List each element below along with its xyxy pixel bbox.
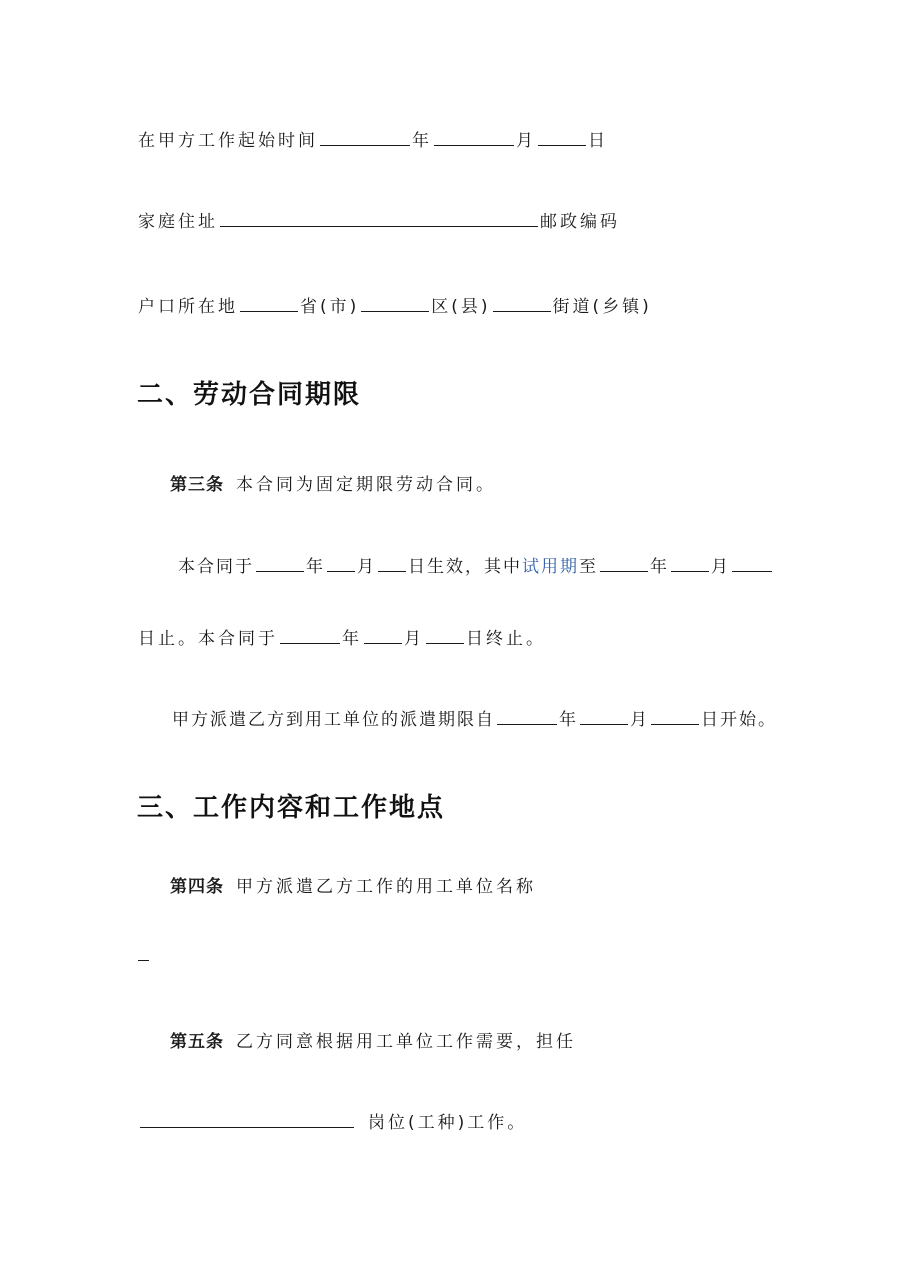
- dispatch-line: [172, 705, 777, 730]
- home-address-line: [138, 207, 620, 232]
- start-day-blank: [538, 131, 586, 146]
- effective-month-blank: [327, 557, 355, 572]
- street-unit: 街道(乡镇): [552, 297, 652, 317]
- end-month-unit: 月: [404, 629, 424, 649]
- probation-link[interactable]: 试用期: [522, 557, 579, 577]
- article-3-label: 第三条: [170, 475, 224, 495]
- start-work-line: [138, 126, 608, 151]
- start-month-unit: 月: [516, 131, 536, 151]
- postcode-label: 邮政编码: [540, 212, 620, 232]
- probation-to: 至: [579, 557, 598, 577]
- section-3-heading: 三、工作内容和工作地点: [137, 793, 446, 823]
- end-year-unit: 年: [342, 629, 362, 649]
- employer-name-blank: [138, 960, 149, 961]
- article-5-label: 第五条: [170, 1032, 224, 1052]
- home-address-blank: [220, 212, 538, 227]
- start-day-unit: 日: [588, 131, 608, 151]
- dispatch-month-unit: 月: [630, 710, 649, 730]
- district-blank: [361, 297, 429, 312]
- household-line: [138, 292, 652, 317]
- article-4-line: [170, 872, 536, 897]
- dispatch-text: 甲方派遣乙方到用工单位的派遣期限自: [172, 710, 495, 730]
- effective-month-unit: 月: [357, 557, 376, 577]
- province-unit: 省(市): [300, 297, 360, 317]
- effective-line: [178, 552, 774, 577]
- household-label: 户口所在地: [138, 297, 238, 317]
- post-text: 岗位(工种)工作。: [368, 1113, 528, 1133]
- end-year-blank: [280, 629, 340, 644]
- post-line: [138, 1108, 527, 1133]
- effective-year-blank: [256, 557, 304, 572]
- street-blank: [493, 297, 551, 312]
- probation-day-blank: [732, 557, 772, 572]
- probation-year-blank: [600, 557, 648, 572]
- article-5-text: 乙方同意根据用工单位工作需要，担任: [236, 1032, 576, 1052]
- post-blank: [140, 1113, 354, 1128]
- dispatch-day-blank: [651, 710, 699, 725]
- probation-month-blank: [671, 557, 709, 572]
- article-3-text: 本合同为固定期限劳动合同。: [236, 475, 496, 495]
- end-month-blank: [364, 629, 402, 644]
- province-blank: [240, 297, 298, 312]
- home-address-label: 家庭住址: [138, 212, 218, 232]
- probation-month-unit: 月: [711, 557, 730, 577]
- effective-day-text: 日生效，其中: [408, 557, 522, 577]
- start-work-label: 在甲方工作起始时间: [138, 131, 318, 151]
- end-day-blank: [426, 629, 464, 644]
- start-year-unit: 年: [412, 131, 432, 151]
- dispatch-month-blank: [580, 710, 628, 725]
- dispatch-day-text: 日开始。: [701, 710, 777, 730]
- article-4-label: 第四条: [170, 877, 224, 897]
- start-year-blank: [320, 131, 410, 146]
- probation-year-unit: 年: [650, 557, 669, 577]
- district-unit: 区(县): [431, 297, 491, 317]
- termination-line: [138, 624, 546, 649]
- article-4-text: 甲方派遣乙方工作的用工单位名称: [236, 877, 536, 897]
- end-day-text: 日终止。: [466, 629, 546, 649]
- article-5-line: [170, 1027, 576, 1052]
- start-month-blank: [434, 131, 514, 146]
- effective-year-unit: 年: [306, 557, 325, 577]
- dispatch-year-unit: 年: [559, 710, 578, 730]
- effective-day-blank: [378, 557, 406, 572]
- effective-intro: 本合同于: [178, 557, 254, 577]
- section-2-heading: 二、劳动合同期限: [137, 380, 362, 410]
- stop-day-text: 日止。本合同于: [138, 629, 278, 649]
- article-3-line: [170, 470, 496, 495]
- dispatch-year-blank: [497, 710, 557, 725]
